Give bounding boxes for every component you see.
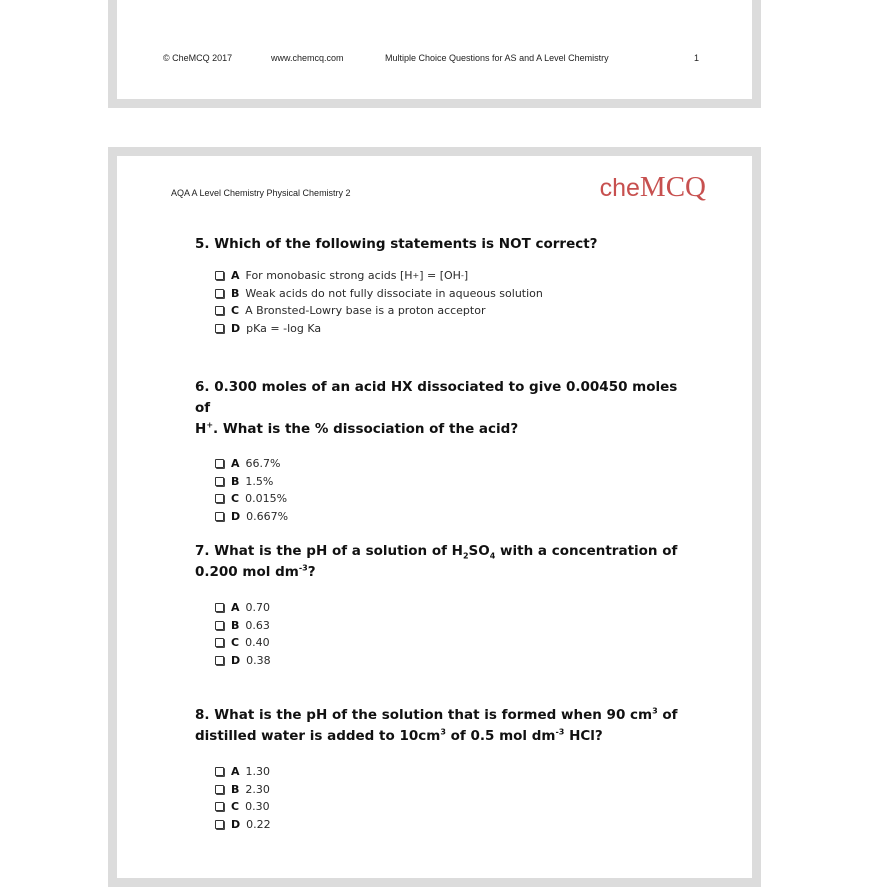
question-5	[195, 234, 695, 337]
question-body-line2-end: . What is the % dissociation of the acid?	[213, 421, 519, 437]
checkbox-icon[interactable]	[215, 306, 224, 315]
option-letter: C	[231, 304, 240, 318]
question-number: 7.	[195, 543, 210, 559]
question-body-line2: H	[195, 421, 207, 437]
option-a[interactable]: A For monobasic strong acids [H + ] = [OH - ]	[215, 267, 695, 285]
question-body: Which of the following statements is NOT correct?	[214, 236, 598, 252]
option-d[interactable]	[215, 320, 695, 338]
option-text: 0.30	[245, 800, 270, 814]
option-text: 1.30	[245, 765, 271, 778]
option-text: 0.40	[245, 636, 270, 650]
question-body-line1: What is the pH of a solution of H	[214, 543, 463, 559]
option-c[interactable]	[215, 634, 695, 652]
checkbox-icon[interactable]	[215, 656, 224, 665]
option-text: 2.30	[245, 782, 270, 796]
option-text: 66.7%	[245, 457, 281, 470]
question-subscript: 4	[489, 551, 496, 561]
question-body-line2-end: ?	[307, 564, 316, 580]
option-text: pKa = -log Ka	[246, 321, 322, 335]
footer-website: www.chemcq.com	[271, 53, 344, 63]
footer-title: Multiple Choice Questions for AS and A Level Chemistry	[385, 53, 609, 63]
question-6-text	[195, 377, 695, 440]
question-body-part: with a concentration of	[495, 543, 678, 559]
checkbox-icon[interactable]	[215, 621, 224, 630]
option-letter: A	[231, 457, 240, 470]
question-7-text	[195, 541, 695, 583]
option-letter: A	[231, 269, 240, 282]
option-text: A Bronsted-Lowry base is a proton acceptor	[245, 304, 486, 318]
page-footer	[163, 53, 706, 69]
option-letter: B	[231, 474, 240, 488]
checkbox-icon[interactable]	[215, 820, 224, 829]
option-b[interactable]	[215, 473, 695, 491]
option-a[interactable]	[215, 763, 695, 781]
footer-copyright: © CheMCQ 2017	[163, 53, 233, 63]
question-superscript: +	[206, 420, 214, 430]
option-text: 1.5%	[245, 474, 274, 488]
option-text: 0.015%	[245, 492, 288, 506]
option-d[interactable]	[215, 816, 695, 834]
question-8-text	[195, 705, 695, 747]
option-c[interactable]	[215, 490, 695, 508]
previous-page	[108, 0, 761, 108]
question-7	[195, 541, 695, 669]
question-body-part: of 0.5 mol dm	[445, 728, 556, 744]
option-letter: C	[231, 492, 240, 506]
logo-part-che: che	[599, 174, 640, 202]
option-a[interactable]	[215, 599, 695, 617]
question-number: 5.	[195, 236, 210, 252]
logo-part-mcq: MCQ	[639, 171, 706, 203]
checkbox-icon[interactable]	[215, 459, 224, 468]
option-text: 0.70	[245, 601, 271, 614]
option-letter: A	[231, 601, 240, 614]
checkbox-icon[interactable]	[215, 494, 224, 503]
question-superscript: 3	[652, 706, 658, 716]
document-page	[108, 147, 761, 887]
question-8-options	[215, 763, 695, 833]
option-c[interactable]	[215, 302, 695, 320]
option-b[interactable]	[215, 617, 695, 635]
footer-page-number: 1	[694, 53, 700, 63]
question-6-options	[215, 455, 695, 525]
option-text: 0.63	[245, 618, 270, 632]
chemcq-logo	[600, 173, 706, 202]
question-5-options	[215, 267, 695, 337]
option-c[interactable]	[215, 798, 695, 816]
option-d[interactable]	[215, 652, 695, 670]
option-text-part: ]	[463, 269, 469, 282]
question-subscript: 2	[462, 551, 469, 561]
checkbox-icon[interactable]	[215, 512, 224, 521]
checkbox-icon[interactable]	[215, 324, 224, 333]
question-body-part: of	[657, 707, 678, 723]
option-letter: D	[231, 817, 241, 831]
question-body-line2: distilled water is added to 10cm	[195, 728, 441, 744]
option-text: 0.667%	[246, 509, 289, 523]
option-letter: C	[231, 800, 240, 814]
question-body-line1: What is the pH of the solution that is formed when 90 cm	[214, 707, 653, 723]
checkbox-icon[interactable]	[215, 802, 224, 811]
question-superscript: -3	[555, 727, 565, 737]
checkbox-icon[interactable]	[215, 603, 224, 612]
question-6	[195, 377, 695, 525]
question-7-options	[215, 599, 695, 669]
checkbox-icon[interactable]	[215, 767, 224, 776]
checkbox-icon[interactable]	[215, 289, 224, 298]
option-d[interactable]	[215, 508, 695, 526]
option-a[interactable]	[215, 455, 695, 473]
option-text: 0.22	[246, 817, 271, 831]
option-letter: D	[231, 321, 241, 335]
option-b[interactable]	[215, 285, 695, 303]
question-number: 6.	[195, 379, 210, 395]
option-text: 0.38	[246, 653, 271, 667]
checkbox-icon[interactable]	[215, 638, 224, 647]
option-letter: B	[231, 618, 240, 632]
question-body-part: SO	[468, 543, 490, 559]
checkbox-icon[interactable]	[215, 477, 224, 486]
question-body-line1: 0.300 moles of an acid HX dissociated to give 0.00450 moles of	[195, 379, 678, 416]
option-letter: B	[231, 782, 240, 796]
option-text-part: ] = [OH	[419, 269, 461, 282]
option-text-part: For monobasic strong acids [H	[245, 269, 413, 282]
option-b[interactable]	[215, 781, 695, 799]
question-number: 8.	[195, 707, 210, 723]
option-letter: B	[231, 286, 240, 300]
question-8	[195, 705, 695, 833]
question-superscript: -3	[298, 563, 308, 573]
checkbox-icon[interactable]	[215, 271, 224, 280]
option-letter: C	[231, 636, 240, 650]
option-text: Weak acids do not fully dissociate in aqueous solution	[245, 286, 543, 300]
question-5-text	[195, 234, 695, 255]
checkbox-icon[interactable]	[215, 785, 224, 794]
question-body-line2-end: HCl?	[564, 728, 603, 744]
option-letter: D	[231, 653, 241, 667]
question-body-line2: 0.200 mol dm	[195, 564, 299, 580]
option-letter: A	[231, 765, 240, 778]
page-header-title: AQA A Level Chemistry Physical Chemistry 2	[171, 188, 351, 198]
option-letter: D	[231, 509, 241, 523]
question-superscript: 3	[440, 727, 446, 737]
